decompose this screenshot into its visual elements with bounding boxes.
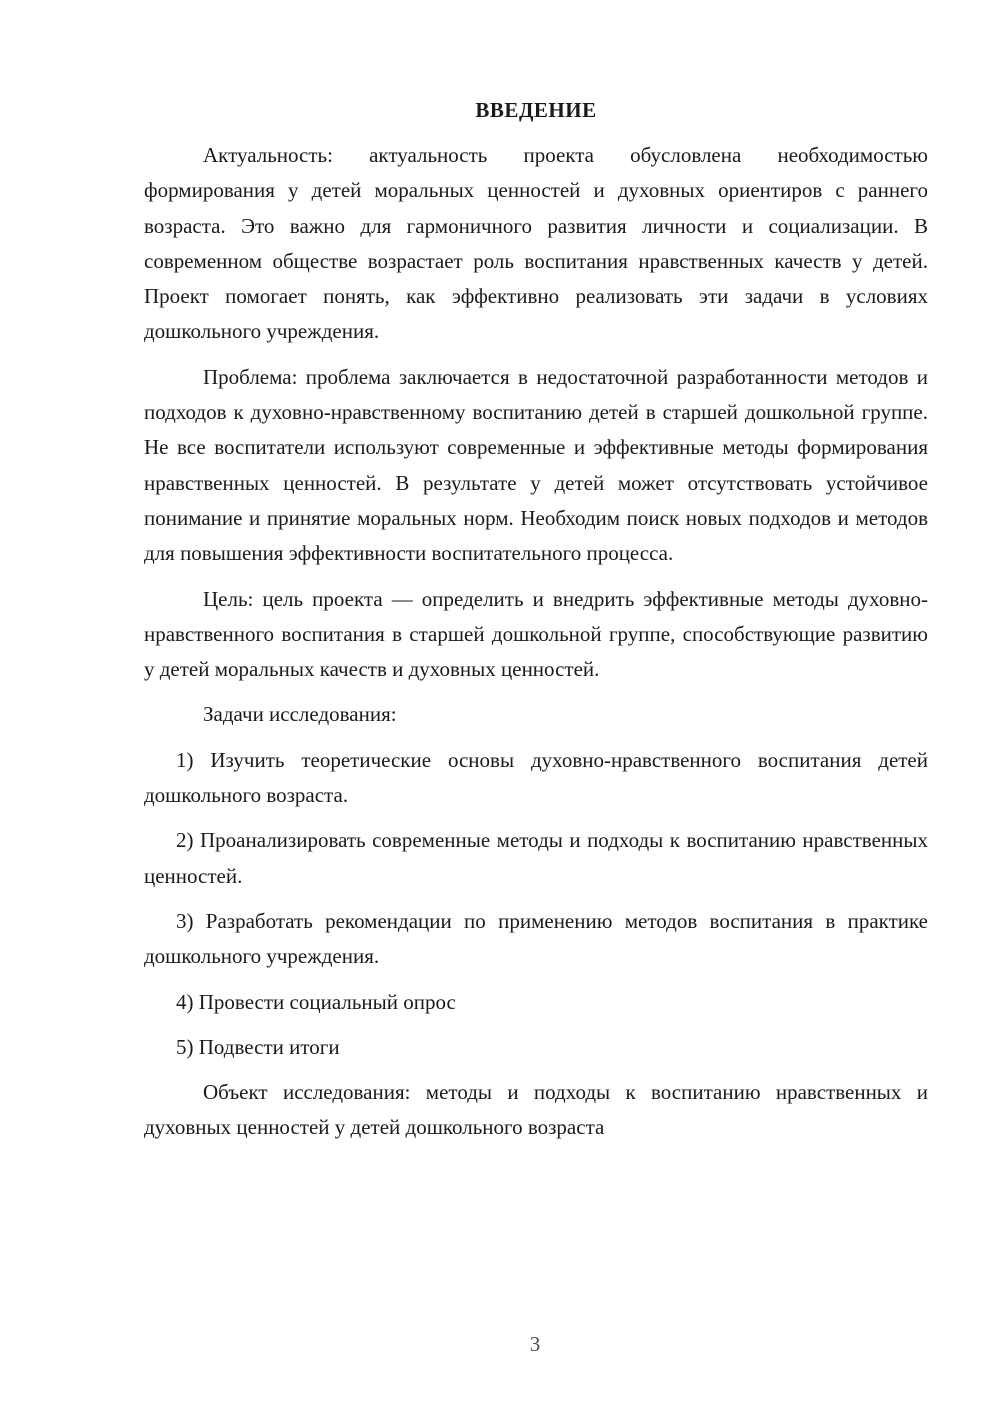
section-title: ВВЕДЕНИЕ — [475, 98, 597, 122]
task-item-1: 1) Изучить теоретические основы духовно-нравственного воспитания детей дошкольного возраста. — [144, 747, 928, 808]
page-number: 3 — [529, 1332, 541, 1356]
task-item-4: 4) Провести социальный опрос — [176, 989, 456, 1014]
task-item-3: 3) Разработать рекомендации по применению методов воспитания в практике дошкольного учреждения. — [144, 908, 928, 969]
object-paragraph: Объект исследования: методы и подходы к воспитанию нравственных и духовных ценностей у детей дошкольного возраста — [144, 1080, 928, 1140]
page-content — [144, 95, 928, 1156]
problem-paragraph: Проблема: проблема заключается в недостаточной разработанности методов и подходов к духовно-нравственному воспитанию детей в старшей дошкольной группе. Не все воспитатели используют современные и эффективные методы формирования нравственных ценностей. В результате у детей может отсутствовать устойчивое понимание и принятие моральных норм. Необходим поиск новых подходов и методов для повышения эффективности воспитательного процесса. — [144, 364, 928, 566]
tasks-heading: Задачи исследования: — [203, 702, 397, 727]
task-item-5: 5) Подвести итоги — [176, 1034, 340, 1059]
relevance-paragraph: Актуальность: актуальность проекта обусловлена необходимостью формирования у детей моральных ценностей и духовных ориентиров с раннего возраста. Это важно для гармоничного развития личности и социализации. В современном обществе возрастает роль воспитания нравственных качеств у детей. Проект помогает понять, как эффективно реализовать эти задачи в условиях дошкольного учреждения. — [144, 143, 928, 344]
goal-paragraph: Цель: цель проекта — определить и внедрить эффективные методы духовно-нравственного воспитания в старшей дошкольной группе, способствующие развитию у детей моральных качеств и духовных ценностей. — [144, 586, 928, 682]
task-item-2: 2) Проанализировать современные методы и подходы к воспитанию нравственных ценностей. — [144, 828, 928, 888]
